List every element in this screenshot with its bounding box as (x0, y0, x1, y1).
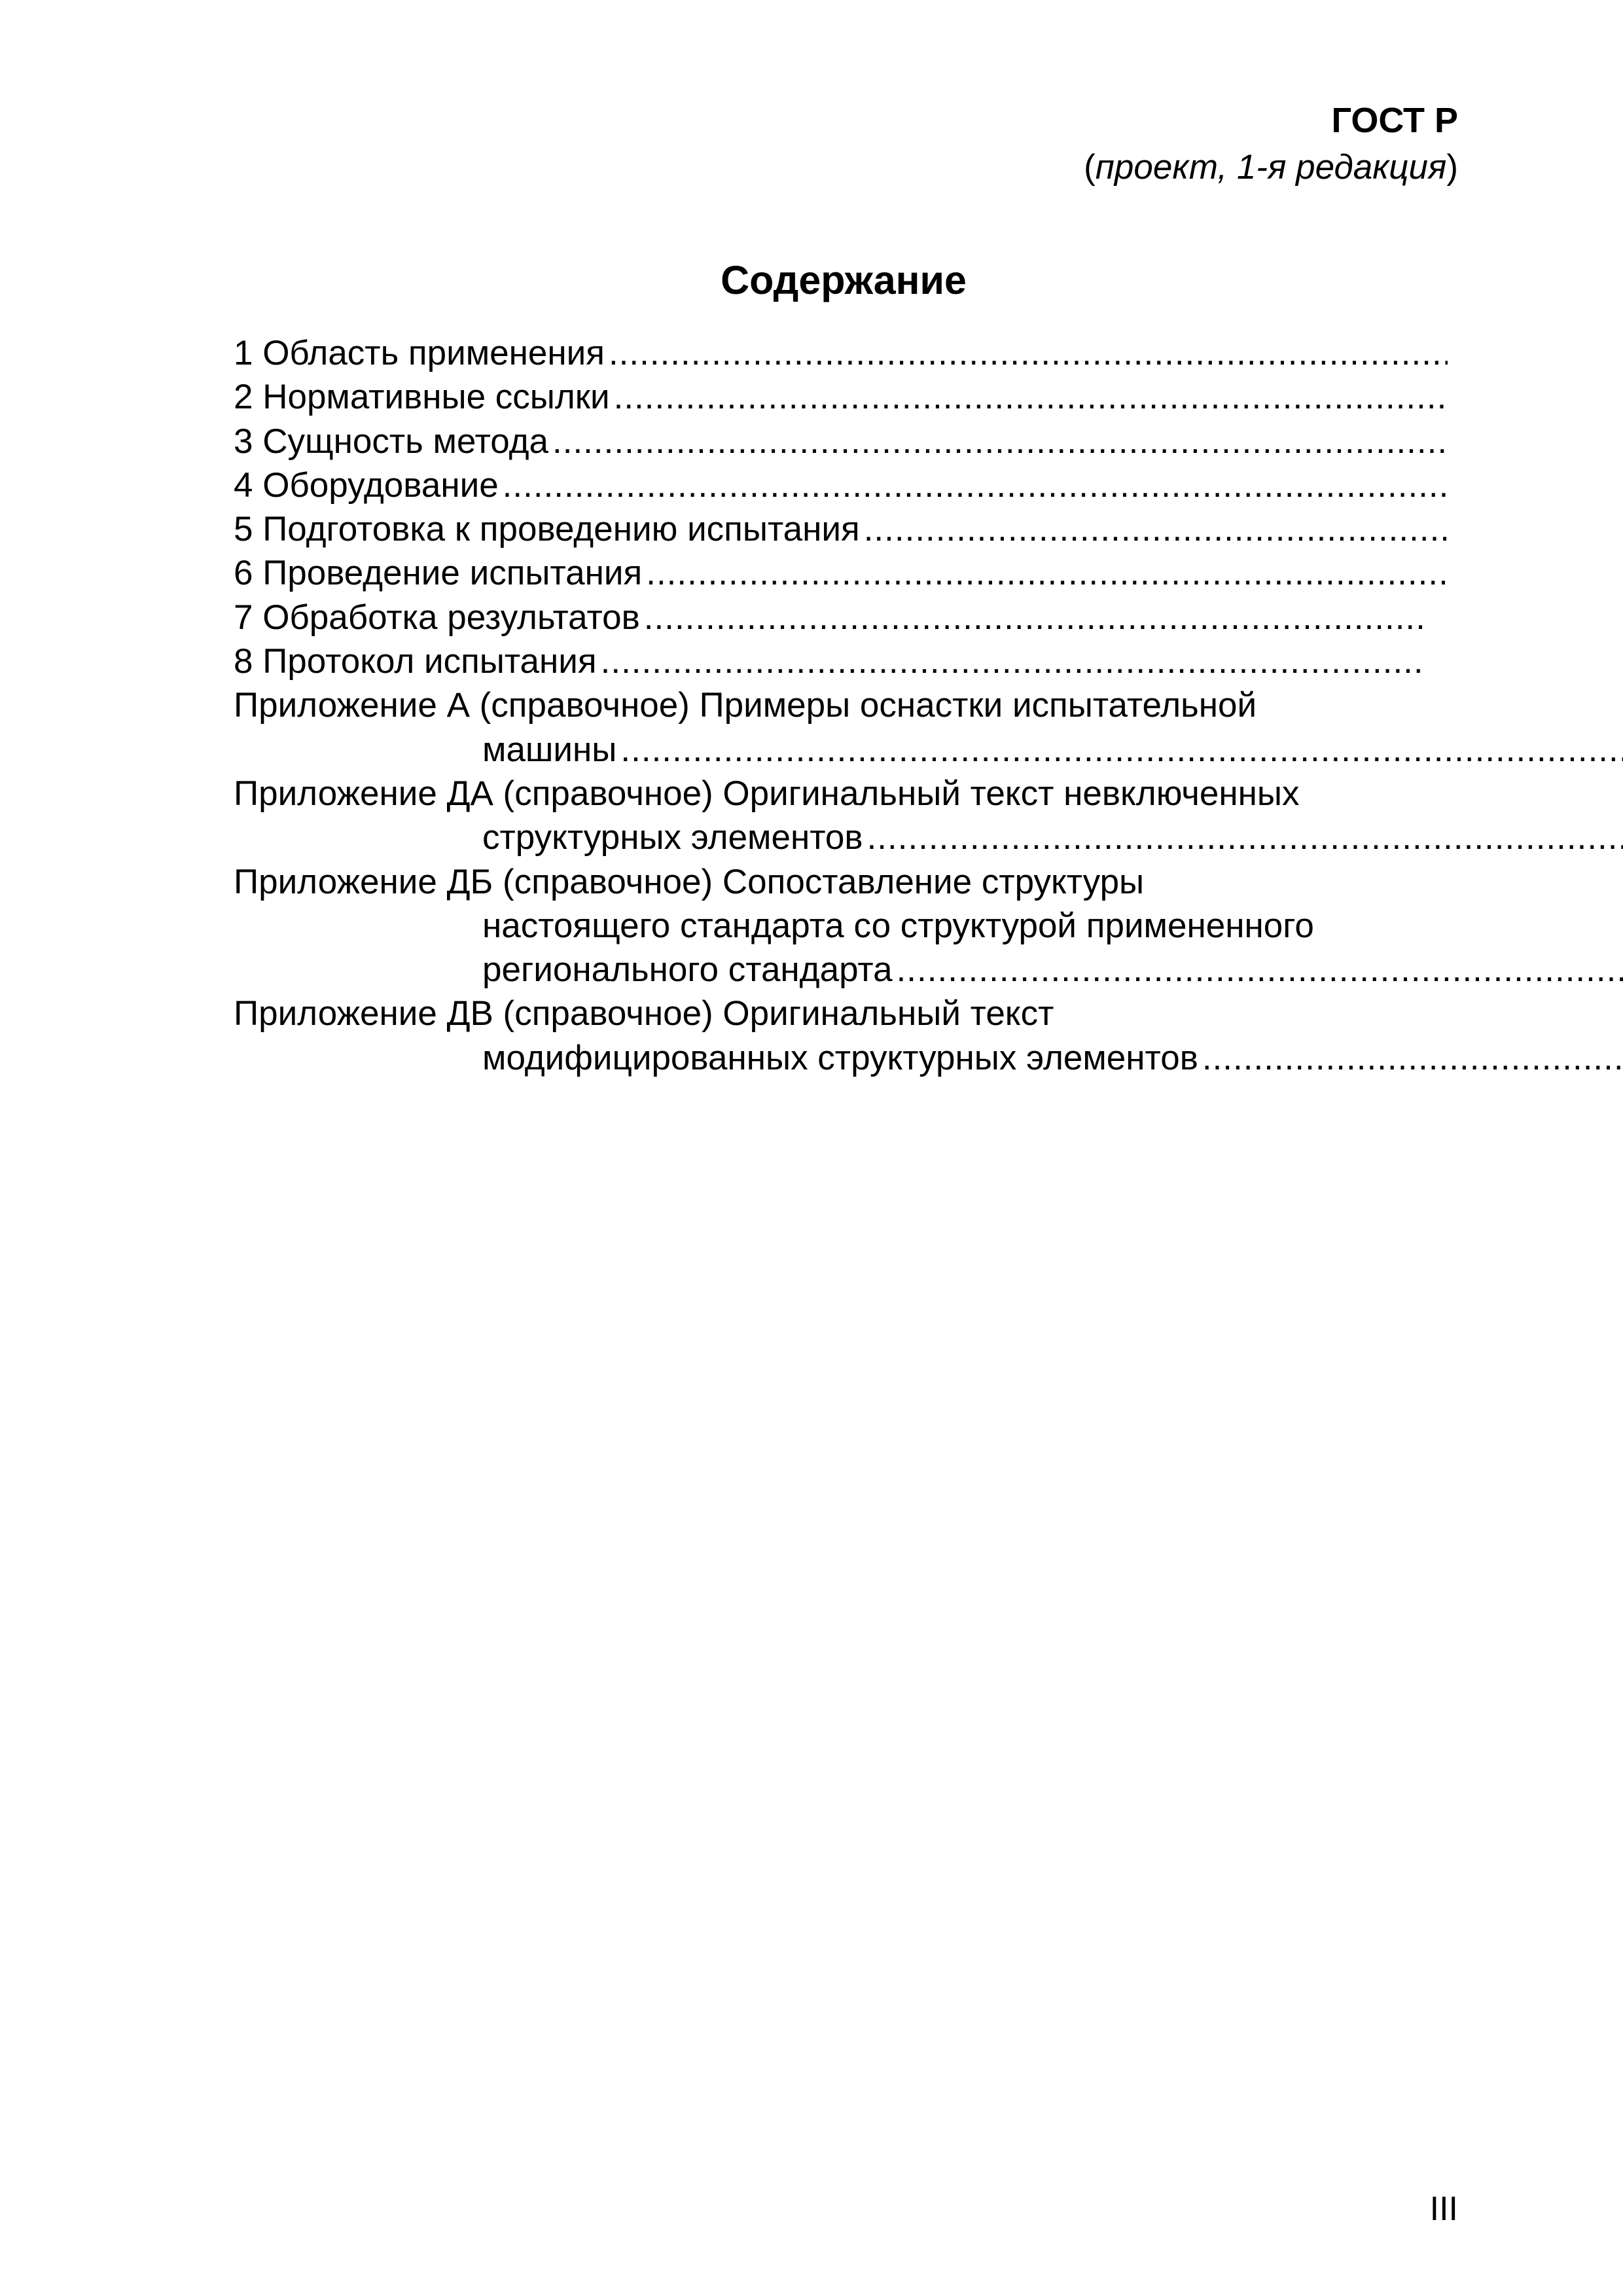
edition-note (1084, 144, 1458, 191)
toc-entry-scope[interactable] (234, 331, 1448, 375)
toc-entry-text: 5 Подготовка к проведению испытания (234, 510, 860, 549)
edition-open-paren: ( (1084, 148, 1096, 187)
toc-entry-test-preparation[interactable] (234, 507, 1448, 551)
toc-entry-test-procedure[interactable] (234, 551, 1448, 595)
toc-entry-text-continued: структурных элементов (482, 818, 863, 857)
dot-leader (620, 728, 1623, 772)
toc-entry-text: 7 Обработка результатов (234, 598, 640, 637)
dot-leader (1202, 1036, 1623, 1080)
toc-entry-text: 3 Сущность метода (234, 422, 548, 461)
toc-entry-method-essence[interactable] (234, 420, 1448, 463)
dot-leader (503, 463, 1448, 507)
toc-entry-results-processing[interactable] (234, 596, 1448, 639)
toc-entry-text-continued: модифицированных структурных элементов (482, 1038, 1198, 1077)
table-of-contents (234, 331, 1448, 1080)
toc-entry-text: 4 Оборудование (234, 465, 499, 505)
toc-entry-text: Приложение А (справочное) Примеры оснастки испытательной (234, 686, 1257, 725)
toc-entry-text-continued: машины (482, 730, 617, 769)
toc-entry-annex-a[interactable] (234, 683, 1448, 772)
toc-entry-annex-da[interactable] (234, 772, 1448, 860)
dot-leader (897, 948, 1623, 992)
dot-leader (552, 420, 1448, 463)
toc-entry-text: 8 Протокол испытания (234, 642, 597, 681)
standard-code: ГОСТ Р (1331, 101, 1458, 140)
toc-entry-text: Приложение ДА (справочное) Оригинальный текст невключенных (234, 774, 1300, 813)
toc-title: Содержание (721, 258, 967, 302)
toc-entry-text-continued: настоящего стандарта со структурой примененного (482, 906, 1314, 945)
dot-leader (646, 551, 1448, 595)
toc-entry-text: 2 Нормативные ссылки (234, 378, 610, 417)
toc-entry-text: Приложение ДВ (справочное) Оригинальный текст (234, 994, 1054, 1033)
dot-leader (609, 331, 1448, 375)
dot-leader (614, 375, 1448, 419)
document-header (1084, 97, 1458, 191)
toc-entry-text-continued: регионального стандарта (482, 950, 893, 990)
toc-entry-annex-dv[interactable] (234, 992, 1448, 1080)
toc-entry-test-report[interactable] (234, 639, 1448, 683)
toc-entry-equipment[interactable] (234, 463, 1448, 507)
toc-entry-text: 6 Проведение испытания (234, 554, 643, 593)
toc-entry-text: Приложение ДБ (справочное) Сопоставление структуры (234, 862, 1145, 901)
dot-leader (644, 596, 1426, 639)
dot-leader (601, 639, 1426, 683)
edition-close-paren: ) (1446, 148, 1458, 187)
page-number: III (1429, 2190, 1458, 2228)
toc-entry-normative-references[interactable] (234, 375, 1448, 419)
dot-leader (864, 507, 1448, 551)
dot-leader (867, 816, 1623, 859)
edition-text: проект, 1-я редакция (1095, 148, 1447, 187)
toc-entry-text: 1 Область применения (234, 334, 605, 372)
toc-entry-annex-db[interactable] (234, 860, 1448, 992)
